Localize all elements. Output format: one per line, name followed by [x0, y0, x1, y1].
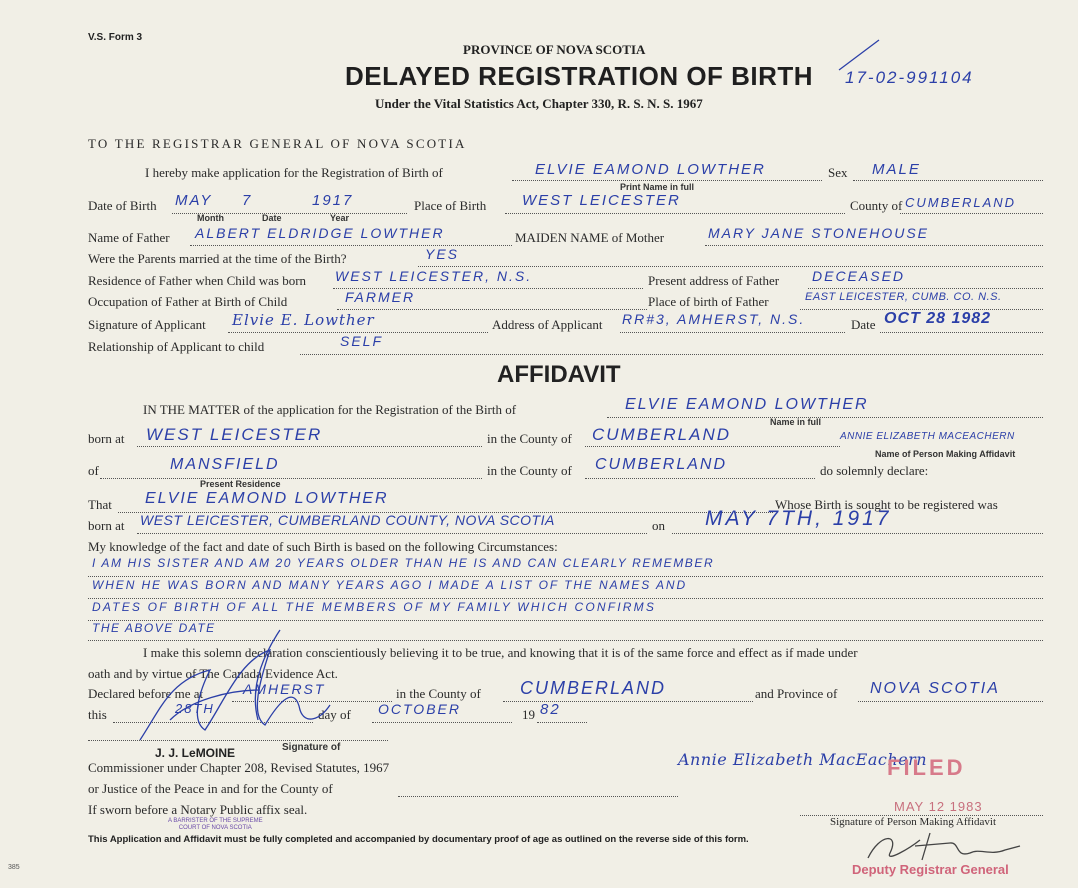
that-name-field: ELVIE EAMOND LOWTHER [145, 490, 389, 507]
application-date-field: OCT 28 1982 [884, 310, 992, 327]
deputy-registrar-stamp: Deputy Registrar General [852, 862, 1009, 877]
declared-at-field: AMHERST [243, 681, 326, 697]
applicant-address-label: Address of Applicant [492, 317, 603, 332]
father-birthplace-field: EAST LEICESTER, CUMB. CO. N.S. [805, 291, 1002, 303]
print-name-caption: Print Name in full [620, 182, 695, 192]
circumstance-line-2: WHEN HE WAS BORN AND MANY YEARS AGO I MADE A LIST OF THE NAMES AND [92, 578, 688, 592]
date-caption: Date [262, 213, 282, 223]
deponent-name-field: ANNIE ELIZABETH MACEACHERN [840, 431, 1015, 442]
father-residence-label: Residence of Father when Child was born [88, 273, 307, 288]
sex-field: MALE [872, 161, 921, 178]
declared-label: Declared before me at [88, 686, 204, 701]
mother-name-field: MARY JANE STONEHOUSE [708, 225, 930, 241]
year-field: 82 [540, 701, 561, 718]
occupation-field: FARMER [345, 289, 416, 305]
registration-tick-mark [835, 36, 885, 76]
place-label: Place of Birth [414, 198, 487, 213]
father-label: Name of Father [88, 230, 170, 245]
document-subtitle: Under the Vital Statistics Act, Chapter 330, R. S. N. S. 1967 [375, 96, 703, 111]
dob-label: Date of Birth [88, 198, 157, 213]
filed-stamp: FILED [887, 755, 966, 780]
born-at2-field: WEST LEICESTER, CUMBERLAND COUNTY, NOVA SCOTIA [140, 512, 555, 528]
residence-county-field: CUMBERLAND [595, 456, 728, 473]
commissioner-line: Commissioner under Chapter 208, Revised Statutes, 1967 [88, 760, 390, 775]
born-at-label: born at [88, 431, 125, 446]
declared-county-label: in the County of [396, 686, 481, 701]
deponent-signature: Annie Elizabeth MacEachern [678, 750, 928, 769]
relationship-label: Relationship of Applicant to child [88, 339, 265, 354]
knowledge-label: My knowledge of the fact and date of such Birth is based on the following Circumstances: [88, 539, 558, 554]
signature-label: Signature of Applicant [88, 317, 206, 332]
intro-label: I hereby make application for the Registration of Birth of [145, 165, 443, 180]
father-name-field: ALBERT ELDRIDGE LOWTHER [195, 225, 445, 241]
solemn-declaration-1: I make this solemn declaration conscientiously believing it to be true, and knowing that it is of the same force and effect as if made under [143, 645, 858, 660]
circumstance-line-1: I AM HIS SISTER AND AM 20 YEARS OLDER THAN HE IS AND CAN CLEARLY REMEMBER [92, 556, 715, 570]
this-label: this [88, 707, 107, 722]
commissioner-stamp-name: J. J. LeMOINE [155, 746, 236, 760]
commissioner-signature [130, 620, 360, 750]
born-on-field: MAY 7TH, 1917 [705, 507, 892, 530]
applicant-signature: Elvie E. Lowther [232, 311, 375, 329]
date-label: Date [851, 317, 876, 332]
mother-label: MAIDEN NAME of Mother [515, 230, 665, 245]
married-field: YES [425, 246, 460, 262]
dob-day-field: 7 [242, 192, 253, 209]
father-birthplace-label: Place of birth of Father [648, 294, 769, 309]
father-present-label: Present address of Father [648, 273, 780, 288]
declared-county-field: CUMBERLAND [520, 678, 667, 698]
affidavit-heading: AFFIDAVIT [497, 361, 621, 388]
of-label: of [88, 463, 99, 478]
occupation-label: Occupation of Father at Birth of Child [88, 294, 288, 309]
form-number: V.S. Form 3 [88, 32, 143, 43]
married-label: Were the Parents married at the time of the Birth? [88, 251, 347, 266]
year-prefix: 19 [522, 707, 535, 722]
circumstance-line-4: THE ABOVE DATE [92, 621, 216, 635]
born-at2-label: born at [88, 518, 125, 533]
place-of-birth-field: WEST LEICESTER [522, 192, 681, 209]
signature-of-caption: Signature of [282, 742, 341, 753]
document-title: DELAYED REGISTRATION OF BIRTH [345, 61, 814, 91]
addressee: TO THE REGISTRAR GENERAL OF NOVA SCOTIA [88, 136, 467, 151]
barrister-line-1: A BARRISTER OF THE SUPREME [168, 818, 263, 824]
matter-label: IN THE MATTER of the application for the Registration of the Birth of [143, 402, 517, 417]
county-label: County of [850, 198, 903, 213]
applicant-address-field: RR#3, AMHERST, N.S. [622, 311, 806, 327]
residence-county-label: in the County of [487, 463, 572, 478]
name-in-full-caption: Name in full [770, 417, 822, 427]
born-county-label: in the County of [487, 431, 572, 446]
dob-year-field: 1917 [312, 192, 354, 209]
county-field: CUMBERLAND [905, 195, 1017, 210]
notary-line: If sworn before a Notary Public affix seal. [88, 802, 308, 817]
form-code: 385 [8, 864, 20, 871]
sex-label: Sex [828, 165, 848, 180]
province-heading: PROVINCE OF NOVA SCOTIA [463, 42, 646, 57]
deponent-signature-caption: Signature of Person Making Affidavit [830, 816, 996, 828]
filed-date-stamp: MAY 12 1983 [894, 799, 983, 814]
born-at-field: WEST LEICESTER [146, 425, 323, 444]
month-caption: Month [197, 213, 224, 223]
year-caption: Year [330, 213, 350, 223]
deponent-caption: Name of Person Making Affidavit [875, 449, 1016, 459]
residence-caption: Present Residence [200, 479, 281, 489]
father-residence-field: WEST LEICESTER, N.S. [335, 268, 533, 284]
month-field: OCTOBER [378, 701, 461, 717]
barrister-line-2: COURT OF NOVA SCOTIA [178, 825, 252, 831]
solemn-declaration-2: oath and by virtue of The Canada Evidence Act. [88, 666, 338, 681]
born-county-field: CUMBERLAND [592, 425, 732, 444]
on-label: on [652, 518, 665, 533]
father-present-field: DECEASED [812, 268, 906, 284]
whose-birth-label: Whose Birth is sought to be registered was [775, 497, 998, 512]
dob-month-field: MAY [175, 192, 213, 209]
province-field: NOVA SCOTIA [870, 680, 1000, 697]
province-label: and Province of [755, 686, 838, 701]
barrister-stamp [168, 818, 263, 832]
footer-note: This Application and Affidavit must be fully completed and accompanied by documentary proof of age as outlined on the reverse side of this form. [88, 834, 749, 845]
residence-field: MANSFIELD [170, 456, 280, 473]
circumstance-line-3: DATES OF BIRTH OF ALL THE MEMBERS OF MY FAMILY WHICH CONFIRMS [92, 600, 657, 614]
relationship-field: SELF [340, 333, 384, 349]
child-name-field: ELVIE EAMOND LOWTHER [535, 161, 766, 178]
justice-line: or Justice of the Peace in and for the County of [88, 781, 333, 796]
that-label: That [88, 497, 112, 512]
registration-number: 17-02-991104 [845, 68, 974, 87]
affidavit-child-name: ELVIE EAMOND LOWTHER [625, 396, 869, 413]
day-of-label: day of [318, 707, 351, 722]
solemnly-declare: do solemnly declare: [820, 463, 929, 478]
day-field: 28TH [175, 701, 215, 716]
